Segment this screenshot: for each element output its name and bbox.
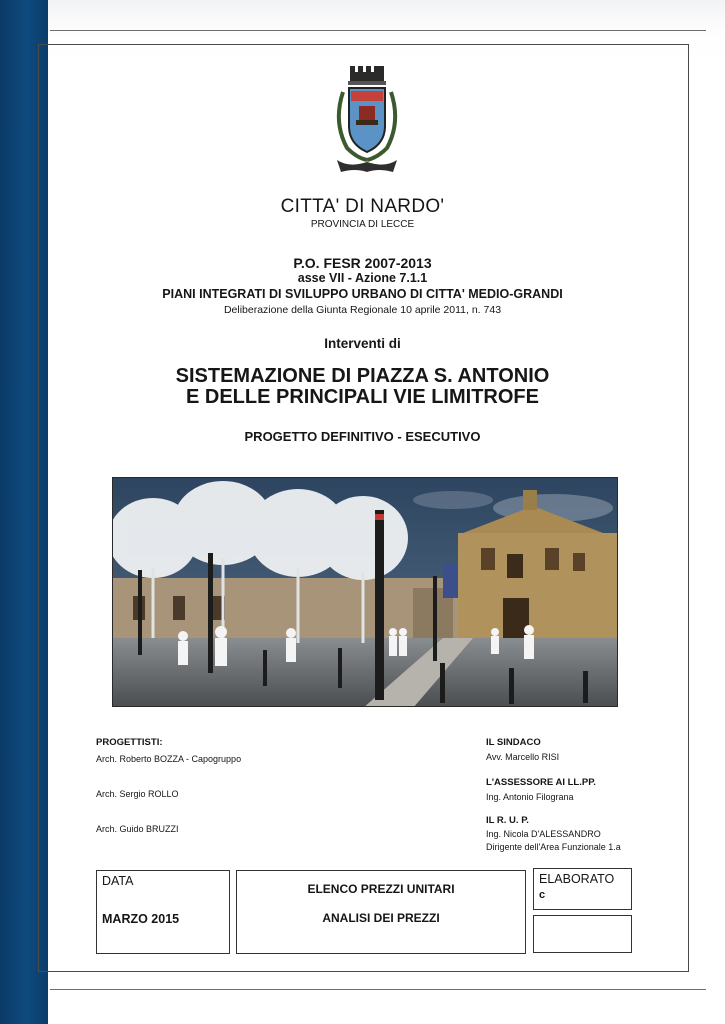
- program-po: P.O. FESR 2007-2013: [293, 255, 432, 271]
- elaborato-blank-box: [533, 915, 632, 953]
- document-title-line1: ELENCO PREZZI UNITARI: [307, 882, 455, 896]
- project-title-line2: E DELLE PRINCIPALI VIE LIMITROFE: [186, 386, 539, 408]
- elaborato-label: ELABORATO: [539, 872, 615, 886]
- document-title-box: [236, 870, 526, 954]
- rup-name: Ing. Nicola D'ALESSANDRO: [486, 829, 601, 839]
- program-axis: asse VII - Azione 7.1.1: [297, 271, 428, 285]
- designer-1: Arch. Roberto BOZZA - Capogruppo: [96, 754, 242, 764]
- date-box: [96, 870, 230, 954]
- elaborato-value: c: [539, 889, 546, 901]
- project-stage: PROGETTO DEFINITIVO - ESECUTIVO: [244, 429, 481, 444]
- document-title-line2: ANALISI DEI PREZZI: [322, 911, 440, 925]
- program-resolution: Deliberazione della Giunta Regionale 10 aprile 2011, n. 743: [223, 304, 502, 316]
- date-label: DATA: [102, 874, 134, 888]
- program-plan: PIANI INTEGRATI DI SVILUPPO URBANO DI CITTA' MEDIO-GRANDI: [162, 287, 563, 301]
- piazza-render-image: [112, 477, 618, 707]
- rup-heading: IL R. U. P.: [486, 815, 529, 826]
- designers-heading: PROGETTISTI:: [96, 737, 163, 748]
- assessor-name: Ing. Antonio Filograna: [486, 792, 574, 802]
- mayor-name: Avv. Marcello RISI: [486, 752, 560, 762]
- city-name: CITTA' DI NARDO': [280, 196, 445, 217]
- elaborato-box: [533, 868, 632, 910]
- assessor-heading: L'ASSESSORE AI LL.PP.: [486, 777, 596, 788]
- town-coat-of-arms-icon: [329, 64, 405, 176]
- mayor-heading: IL SINDACO: [486, 737, 541, 748]
- designer-2: Arch. Sergio ROLLO: [96, 789, 179, 799]
- date-value: MARZO 2015: [102, 912, 180, 926]
- project-intro: Interventi di: [324, 336, 401, 351]
- designer-3: Arch. Guido BRUZZI: [96, 824, 179, 834]
- province-name: PROVINCIA DI LECCE: [310, 219, 415, 230]
- rup-role: Dirigente dell'Area Funzionale 1.a: [486, 842, 621, 852]
- project-title-line1: SISTEMAZIONE DI PIAZZA S. ANTONIO: [175, 365, 550, 387]
